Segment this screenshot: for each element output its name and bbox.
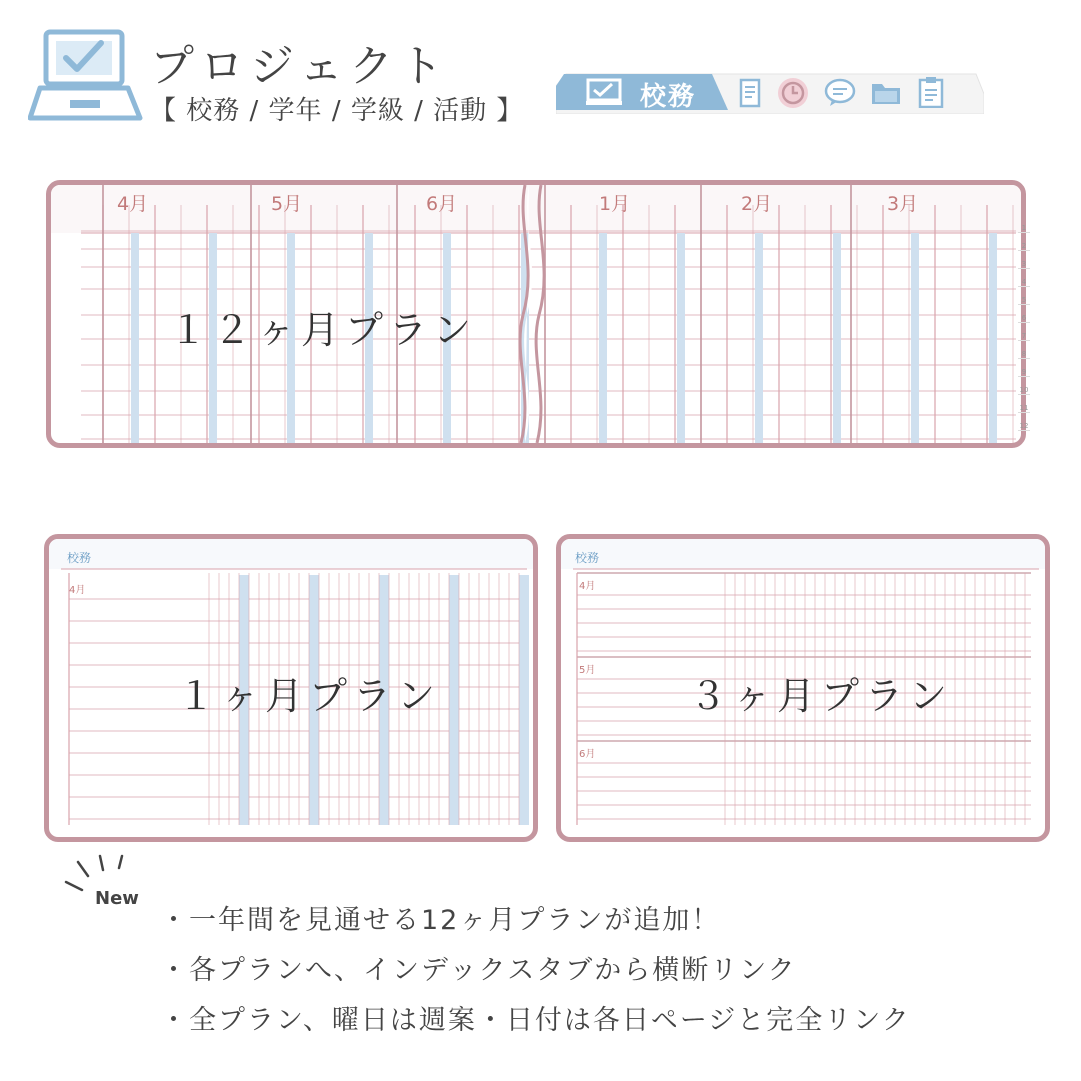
month-label-apr: 4月 xyxy=(117,193,149,215)
row-month-label-apr: 4月 xyxy=(579,581,596,592)
index-tab-10[interactable]: 10 xyxy=(1019,386,1029,394)
section-label: 校務 xyxy=(575,551,600,565)
index-tab-5[interactable]: 5 xyxy=(1018,296,1030,305)
weekend-shade xyxy=(519,575,529,825)
month-label-mar: 3月 xyxy=(887,193,919,215)
index-tab-3[interactable]: 3 xyxy=(1018,260,1030,269)
month-label-jun: 6月 xyxy=(426,193,458,215)
page-subtitle: 【 校務 / 学年 / 学級 / 活動 】 xyxy=(150,96,524,126)
one-month-plan-preview[interactable] xyxy=(44,534,538,842)
clipboard-icon[interactable] xyxy=(918,76,944,112)
note-item-1: ・一年間を見通せる12ヶ月プランが追加！ xyxy=(160,905,721,936)
three-month-plan-preview[interactable] xyxy=(556,534,1050,842)
plan-label-12: １２ヶ月プラン xyxy=(169,308,478,352)
week-shade xyxy=(833,233,841,443)
index-tab-9[interactable]: 9 xyxy=(1018,368,1030,377)
week-shade xyxy=(989,233,997,443)
month-label-jan: 1月 xyxy=(599,193,631,215)
week-shade xyxy=(677,233,685,443)
page-title: プロジェクト xyxy=(150,41,450,92)
index-tab-2[interactable]: 2 xyxy=(1018,242,1030,251)
month-label-feb: 2月 xyxy=(741,193,773,215)
note-item-3: ・全プラン、曜日は週案・日付は各日ページと完全リンク xyxy=(160,1005,911,1036)
new-label: New xyxy=(95,888,139,909)
header-band xyxy=(51,185,1021,233)
row-month-label-may: 5月 xyxy=(579,665,596,676)
plan-label-3: ３ヶ月プラン xyxy=(689,674,954,718)
week-shade xyxy=(131,233,139,443)
clock-icon[interactable] xyxy=(776,76,810,114)
twelve-month-plan-preview[interactable] xyxy=(46,180,1026,448)
index-tabs-12 xyxy=(1018,194,1030,440)
index-tab-11[interactable]: 11 xyxy=(1019,404,1029,412)
week-shade xyxy=(599,233,607,443)
index-tab-4[interactable]: 4 xyxy=(1018,278,1030,287)
row-month-label-jun: 6月 xyxy=(579,749,596,760)
month-label-may: 5月 xyxy=(271,193,303,215)
row-month-label: 4月 xyxy=(69,585,86,596)
header-band xyxy=(561,539,1045,569)
folder-icon[interactable] xyxy=(870,80,902,110)
tab-komu[interactable]: 校務 xyxy=(640,82,697,112)
index-tab-6[interactable]: 6 xyxy=(1018,314,1030,323)
document-icon[interactable] xyxy=(738,78,764,112)
section-label: 校務 xyxy=(67,551,92,565)
index-tab-8[interactable]: 8 xyxy=(1018,350,1030,359)
week-shade xyxy=(755,233,763,443)
weekend-shade xyxy=(449,575,459,825)
index-tab-7[interactable]: 7 xyxy=(1018,332,1030,341)
tab-bar xyxy=(556,70,984,114)
laptop-check-icon xyxy=(28,28,143,128)
chat-bubble-icon[interactable] xyxy=(824,78,856,112)
week-shade xyxy=(911,233,919,443)
header-band xyxy=(49,539,533,569)
laptop-check-icon[interactable] xyxy=(586,78,622,110)
note-item-2: ・各プランへ、インデックスタブから横断リンク xyxy=(160,955,797,986)
index-tab-1[interactable]: 1 xyxy=(1018,224,1030,233)
plan-label-1: １ヶ月プラン xyxy=(177,674,442,718)
index-tab-12[interactable]: 12 xyxy=(1019,422,1029,430)
